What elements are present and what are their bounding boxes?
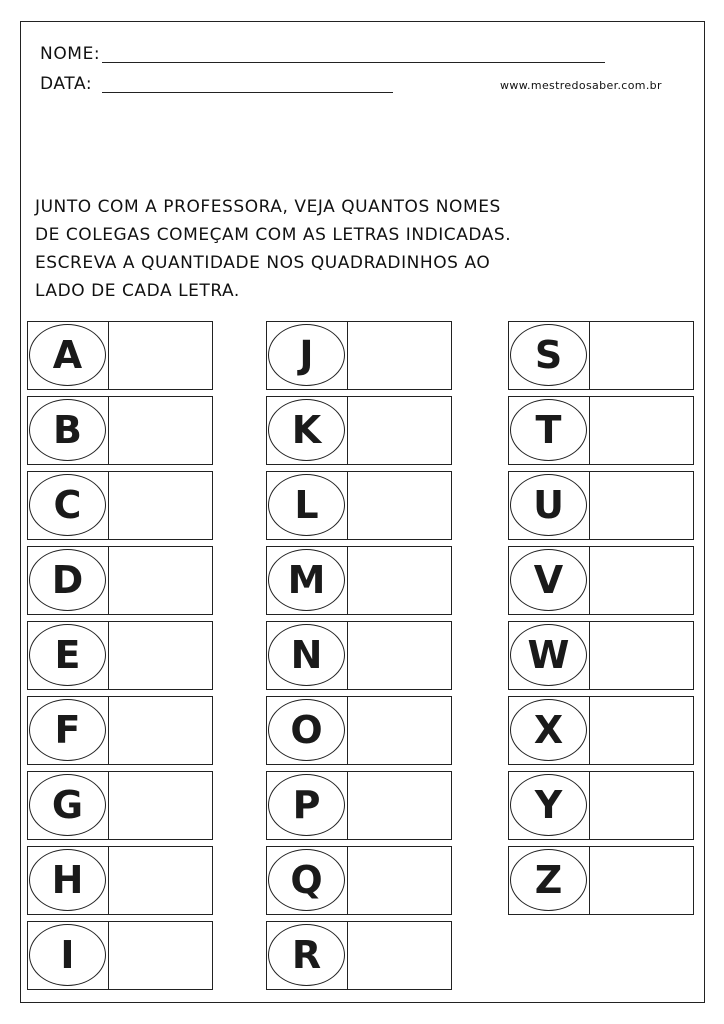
letter-row-d <box>27 546 213 615</box>
letter-circle <box>510 399 587 461</box>
letter-circle <box>268 774 345 836</box>
letter-circle <box>510 774 587 836</box>
letter-row-v <box>508 546 694 615</box>
instruction-line: JUNTO COM A PROFESSORA, VEJA QUANTOS NOMES <box>35 197 501 217</box>
letter-label: C <box>53 483 82 527</box>
letter-cell <box>509 547 590 614</box>
letter-circle <box>510 324 587 386</box>
letter-circle <box>268 474 345 536</box>
date-label: DATA: <box>40 74 93 94</box>
answer-box-r[interactable] <box>348 922 451 989</box>
letter-circle <box>268 924 345 986</box>
letter-circle <box>29 624 106 686</box>
letter-label: J <box>299 333 314 377</box>
answer-box-a[interactable] <box>109 322 212 389</box>
letter-row-l <box>266 471 452 540</box>
letter-cell <box>28 472 109 539</box>
letter-cell <box>509 622 590 689</box>
answer-box-y[interactable] <box>590 772 693 839</box>
answer-box-c[interactable] <box>109 472 212 539</box>
letter-row-m <box>266 546 452 615</box>
letter-cell <box>267 697 348 764</box>
letter-label: V <box>533 558 564 602</box>
letter-label: H <box>51 858 84 902</box>
letter-circle <box>268 699 345 761</box>
answer-box-m[interactable] <box>348 547 451 614</box>
letter-row-c <box>27 471 213 540</box>
letter-circle <box>510 624 587 686</box>
answer-box-p[interactable] <box>348 772 451 839</box>
letter-cell <box>267 397 348 464</box>
letter-cell <box>28 397 109 464</box>
answer-box-e[interactable] <box>109 622 212 689</box>
letter-label: B <box>53 408 82 452</box>
letter-cell <box>28 697 109 764</box>
letter-row-n <box>266 621 452 690</box>
letter-label: G <box>51 783 84 827</box>
letter-circle <box>510 549 587 611</box>
letter-circle <box>29 924 106 986</box>
letter-cell <box>267 847 348 914</box>
answer-box-t[interactable] <box>590 397 693 464</box>
letter-row-y <box>508 771 694 840</box>
letter-row-z <box>508 846 694 915</box>
letter-circle <box>268 624 345 686</box>
letter-circle <box>510 474 587 536</box>
letter-row-t <box>508 396 694 465</box>
answer-box-s[interactable] <box>590 322 693 389</box>
letter-cell <box>509 397 590 464</box>
instruction-line: ESCREVA A QUANTIDADE NOS QUADRADINHOS AO <box>35 253 491 273</box>
letter-circle <box>268 849 345 911</box>
letter-circle <box>29 474 106 536</box>
letter-cell <box>267 547 348 614</box>
answer-box-f[interactable] <box>109 697 212 764</box>
answer-box-b[interactable] <box>109 397 212 464</box>
letter-row-a <box>27 321 213 390</box>
letter-row-e <box>27 621 213 690</box>
letter-label: U <box>533 483 564 527</box>
letter-label: E <box>54 633 81 677</box>
letter-label: P <box>292 783 321 827</box>
letter-row-s <box>508 321 694 390</box>
website-url: www.mestredosaber.com.br <box>500 79 662 92</box>
answer-box-h[interactable] <box>109 847 212 914</box>
letter-label: K <box>291 408 322 452</box>
letter-cell <box>267 322 348 389</box>
letter-cell <box>28 772 109 839</box>
letter-cell <box>509 772 590 839</box>
letter-row-r <box>266 921 452 990</box>
letter-label: T <box>535 408 562 452</box>
instruction-line: DE COLEGAS COMEÇAM COM AS LETRAS INDICADAS. <box>35 225 512 245</box>
letter-label: Z <box>534 858 563 902</box>
letter-circle <box>510 849 587 911</box>
letter-circle <box>29 849 106 911</box>
letter-label: Q <box>290 858 323 902</box>
letter-label: W <box>527 633 570 677</box>
letter-circle <box>29 399 106 461</box>
letter-circle <box>29 774 106 836</box>
letter-label: I <box>60 933 75 977</box>
letter-cell <box>28 322 109 389</box>
answer-box-w[interactable] <box>590 622 693 689</box>
letter-label: F <box>54 708 81 752</box>
answer-box-u[interactable] <box>590 472 693 539</box>
letter-label: Y <box>534 783 563 827</box>
letter-cell <box>509 847 590 914</box>
letter-cell <box>28 922 109 989</box>
letter-cell <box>267 472 348 539</box>
letter-row-x <box>508 696 694 765</box>
answer-box-v[interactable] <box>590 547 693 614</box>
letter-cell <box>509 322 590 389</box>
letter-label: O <box>290 708 323 752</box>
letter-row-q <box>266 846 452 915</box>
instructions <box>35 193 595 305</box>
letter-circle <box>268 399 345 461</box>
letter-circle <box>29 549 106 611</box>
letter-circle <box>29 324 106 386</box>
letter-cell <box>267 622 348 689</box>
letter-row-w <box>508 621 694 690</box>
name-field[interactable] <box>102 62 605 63</box>
instruction-line: LADO DE CADA LETRA. <box>35 281 240 301</box>
letter-label: D <box>51 558 84 602</box>
answer-box-i[interactable] <box>109 922 212 989</box>
letter-circle <box>510 699 587 761</box>
letter-label: M <box>287 558 326 602</box>
letter-label: S <box>534 333 563 377</box>
letter-row-g <box>27 771 213 840</box>
answer-box-j[interactable] <box>348 322 451 389</box>
letter-row-o <box>266 696 452 765</box>
letter-label: A <box>52 333 83 377</box>
letter-cell <box>267 772 348 839</box>
letter-label: R <box>291 933 322 977</box>
answer-box-l[interactable] <box>348 472 451 539</box>
answer-box-d[interactable] <box>109 547 212 614</box>
letter-row-i <box>27 921 213 990</box>
answer-box-z[interactable] <box>590 847 693 914</box>
name-label: NOME: <box>40 44 101 64</box>
answer-box-o[interactable] <box>348 697 451 764</box>
letter-label: X <box>533 708 564 752</box>
letter-row-p <box>266 771 452 840</box>
letter-row-u <box>508 471 694 540</box>
letter-row-k <box>266 396 452 465</box>
letter-row-f <box>27 696 213 765</box>
letter-circle <box>29 699 106 761</box>
letter-cell <box>28 547 109 614</box>
answer-box-n[interactable] <box>348 622 451 689</box>
letter-cell <box>267 922 348 989</box>
letter-label: L <box>294 483 319 527</box>
letter-circle <box>268 549 345 611</box>
answer-box-g[interactable] <box>109 772 212 839</box>
letter-cell <box>28 622 109 689</box>
letter-row-h <box>27 846 213 915</box>
letter-cell <box>509 472 590 539</box>
date-field[interactable] <box>102 92 393 93</box>
answer-box-x[interactable] <box>590 697 693 764</box>
letter-circle <box>268 324 345 386</box>
letter-row-j <box>266 321 452 390</box>
letter-row-b <box>27 396 213 465</box>
letter-cell <box>28 847 109 914</box>
letter-label: N <box>290 633 323 677</box>
answer-box-q[interactable] <box>348 847 451 914</box>
answer-box-k[interactable] <box>348 397 451 464</box>
letter-cell <box>509 697 590 764</box>
